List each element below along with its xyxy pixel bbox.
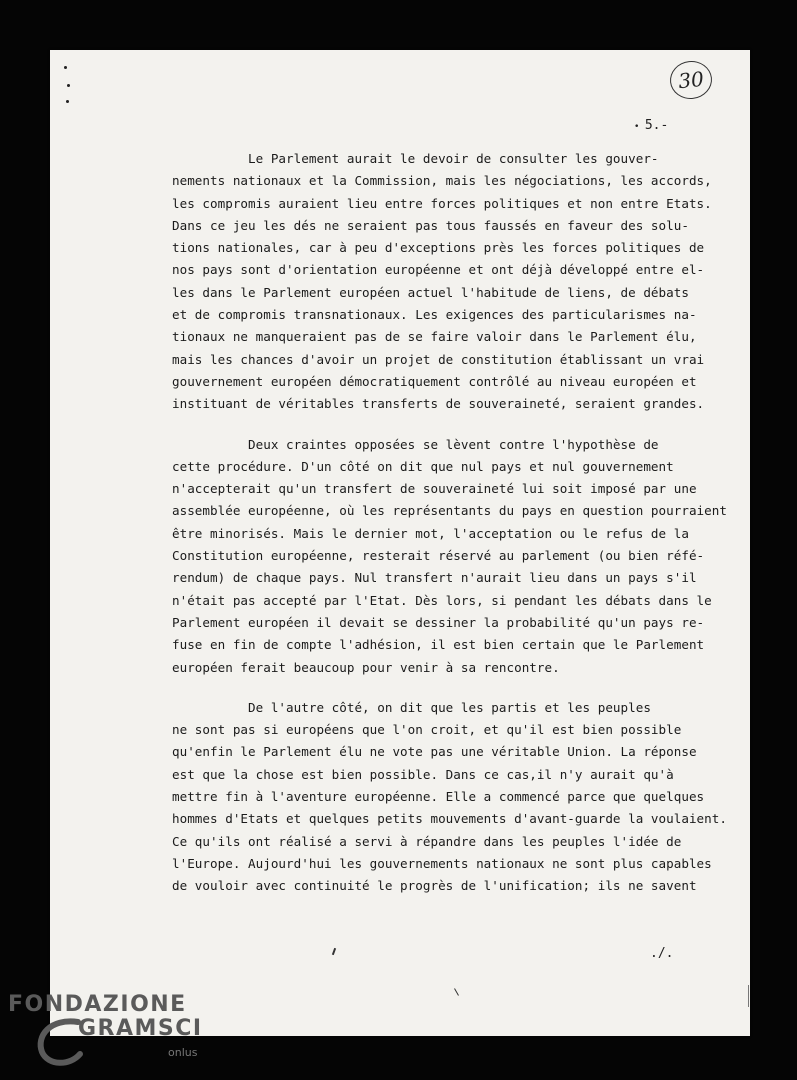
text-line: De l'autre côté, on dit que les partis et les peuples xyxy=(172,699,651,715)
pencil-mark xyxy=(748,985,749,1007)
text-line: hommes d'Etats et quelques petits mouvements d'avant-guarde la voulaient. xyxy=(172,811,727,827)
text-line: Le Parlement aurait le devoir de consulter les gouver- xyxy=(172,151,659,166)
binder-speck xyxy=(64,66,67,69)
archive-number: 30 xyxy=(677,66,705,94)
text-line: mais les chances d'avoir un projet de constitution établissant un vrai xyxy=(172,351,705,367)
text-line: instituant de véritables transferts de souveraineté, seraient grandes. xyxy=(172,396,705,412)
fondazione-gramsci-watermark xyxy=(8,990,203,1070)
text-line: l'Europe. Aujourd'hui les gouvernements nationaux ne sont plus capables xyxy=(172,855,712,871)
binder-speck xyxy=(66,100,69,103)
text-line: nements nationaux et la Commission, mais les négociations, les accords, xyxy=(172,173,712,189)
text-line: être minorisés. Mais le dernier mot, l'acceptation ou le refus de la xyxy=(172,525,689,541)
watermark-line-3: onlus xyxy=(168,1046,198,1059)
text-line: de vouloir avec continuité le progrès de l'unification; ils ne savent xyxy=(172,878,697,894)
text-line: Ce qu'ils ont réalisé a servi à répandre dans les peuples l'idée de xyxy=(172,833,682,849)
binder-speck xyxy=(67,84,70,87)
text-line: n'était pas accepté par l'Etat. Dès lors, si pendant les débats dans le xyxy=(172,592,712,608)
text-line: et de compromis transnationaux. Les exigences des particularismes na- xyxy=(172,307,697,323)
watermark-line-2: GRAMSCI xyxy=(78,1016,203,1041)
paragraph-3 xyxy=(172,697,727,898)
watermark-line-1: FONDAZIONE xyxy=(8,992,187,1017)
text-line: Parlement européen il devait se dessiner la probabilité qu'un pays re- xyxy=(172,614,705,630)
text-line: mettre fin à l'aventure européenne. Elle a commencé parce que quelques xyxy=(172,789,705,805)
paragraph-1 xyxy=(172,148,712,416)
text-line: tions nationales, car à peu d'exceptions près les forces politiques de xyxy=(172,240,705,256)
text-line: Dans ce jeu les dés ne seraient pas tous faussés en faveur des solu- xyxy=(172,217,689,233)
text-line: les compromis auraient lieu entre forces politiques et non entre Etats. xyxy=(172,195,712,211)
text-line: n'accepterait qu'un transfert de souveraineté lui soit imposé par une xyxy=(172,481,697,497)
text-line: cette procédure. D'un côté on dit que nul pays et nul gouvernement xyxy=(172,458,674,474)
text-line: nos pays sont d'orientation européenne et ont déjà développé entre el- xyxy=(172,262,705,278)
text-line: les dans le Parlement européen actuel l'habitude de liens, de débats xyxy=(172,284,689,300)
text-line: est que la chose est bien possible. Dans ce cas,il n'y aurait qu'à xyxy=(172,766,674,782)
text-line: ne sont pas si européens que l'on croit, et qu'il est bien possible xyxy=(172,722,682,738)
text-line: assemblée européenne, où les représentants du pays en question pourraient xyxy=(172,503,727,519)
text-line: fuse en fin de compte l'adhésion, il est bien certain que le Parlement xyxy=(172,637,705,653)
text-line: européen ferait beaucoup pour venir à sa rencontre. xyxy=(172,659,560,675)
text-line: qu'enfin le Parlement élu ne vote pas une véritable Union. La réponse xyxy=(172,744,697,760)
continuation-mark: ./. xyxy=(650,946,674,961)
text-line: tionaux ne manqueraient pas de se faire valoir dans le Parlement élu, xyxy=(172,329,697,345)
text-line: Deux craintes opposées se lèvent contre l'hypothèse de xyxy=(172,436,659,452)
paragraph-gap xyxy=(172,416,712,434)
document-body xyxy=(172,148,727,898)
text-line: gouvernement européen démocratiquement contrôlé au niveau européen et xyxy=(172,373,697,389)
page-number: • 5.- xyxy=(634,118,668,133)
paragraph-2 xyxy=(172,434,727,679)
text-line: Constitution européenne, resterait réservé au parlement (ou bien réfé- xyxy=(172,548,705,564)
paragraph-gap xyxy=(172,679,712,697)
text-line: rendum) de chaque pays. Nul transfert n'aurait lieu dans un pays s'il xyxy=(172,570,697,586)
